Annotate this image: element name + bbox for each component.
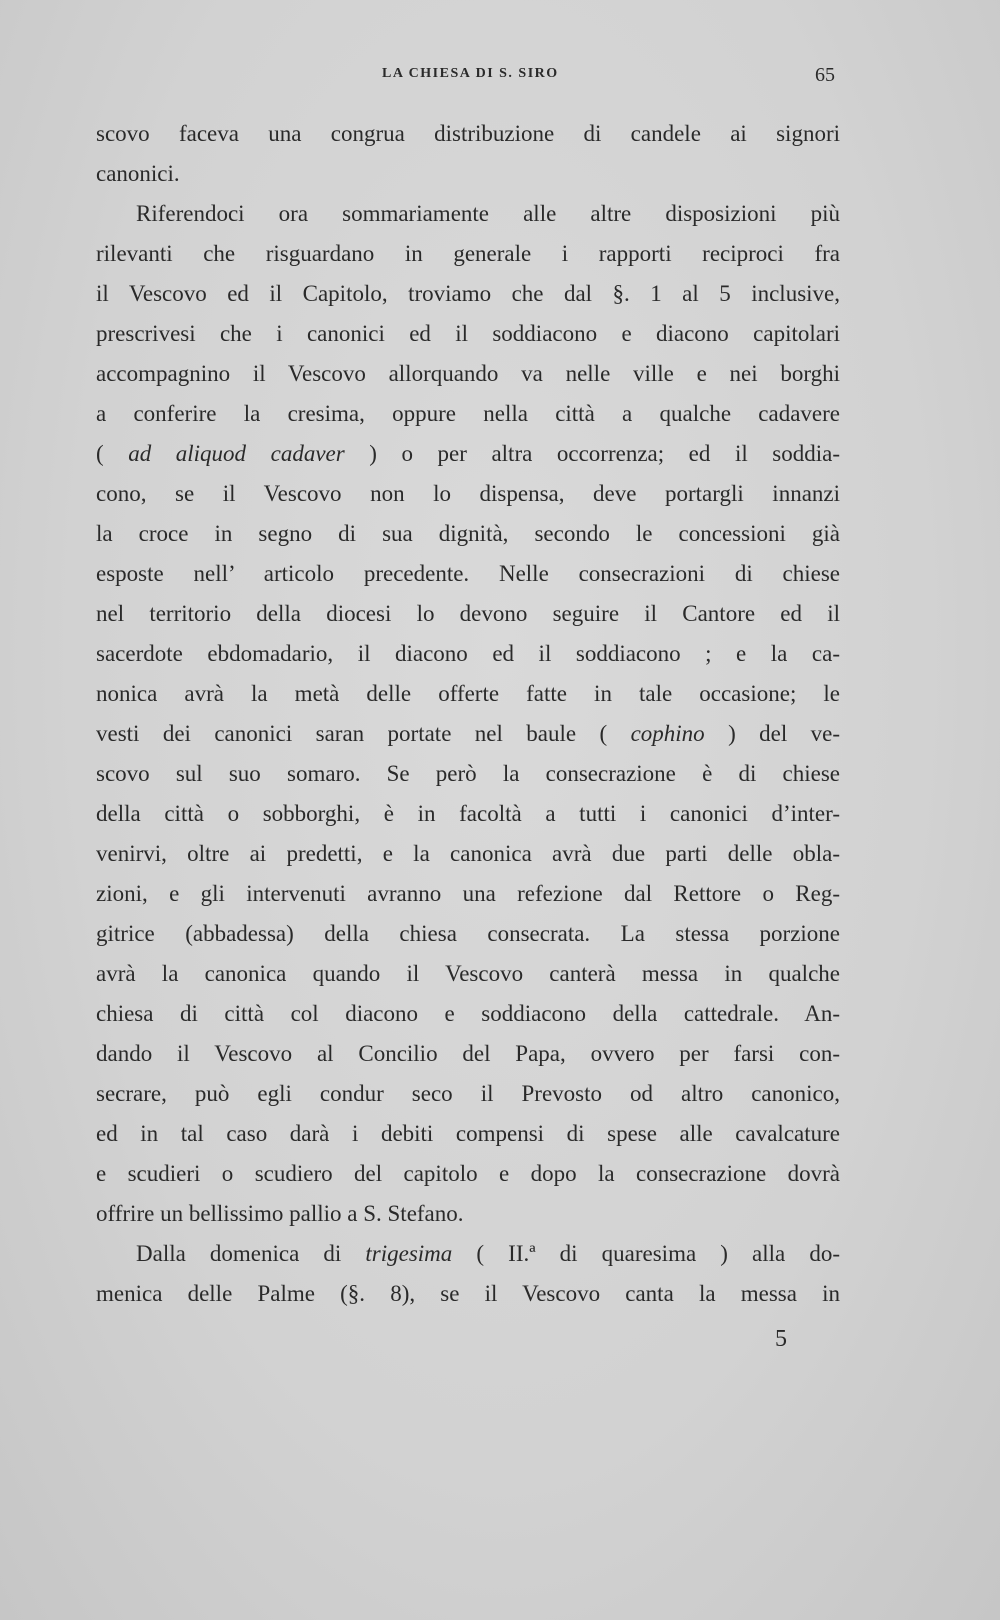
text-line	[96, 714, 840, 754]
text-line: rilevanti che risguardano in generale i rapporti reciproci fra	[96, 241, 840, 266]
text-line: a conferire la cresima, oppure nella città a qualche cadavere	[96, 401, 840, 426]
text-line: la croce in segno di sua dignità, secondo le concessioni già	[96, 521, 840, 546]
text-line: canonici.	[96, 161, 180, 186]
text-line: scovo faceva una congrua distribuzione di candele ai signori	[96, 121, 840, 146]
text-line: gitrice (abbadessa) della chiesa consecrata. La stessa porzione	[96, 921, 840, 946]
italic-term: trigesima	[365, 1241, 453, 1266]
text-line	[96, 1234, 840, 1274]
text-line: chiesa di città col diacono e soddiacono della cattedrale. An-	[96, 1001, 840, 1026]
text-line: cono, se il Vescovo non lo dispensa, deve portargli innanzi	[96, 481, 840, 506]
text-line: Riferendoci ora sommariamente alle altre disposizioni più	[136, 201, 840, 226]
text-line: secrare, può egli condur seco il Prevosto od altro canonico,	[96, 1081, 840, 1106]
text-line: e scudieri o scudiero del capitolo e dopo la consecrazione dovrà	[96, 1161, 840, 1186]
text-line: scovo sul suo somaro. Se però la consecrazione è di chiese	[96, 761, 840, 786]
text-line: zioni, e gli intervenuti avranno una refezione dal Rettore o Reg-	[96, 881, 840, 906]
text-line: il Vescovo ed il Capitolo, troviamo che dal §. 1 al 5 inclusive,	[96, 281, 840, 306]
text-line: nel territorio della diocesi lo devono seguire il Cantore ed il	[96, 601, 840, 626]
text-segment: ( II.ª di quaresima ) alla do-	[452, 1241, 840, 1266]
page-number: 65	[815, 64, 835, 86]
text-line: offrire un bellissimo pallio a S. Stefano.	[96, 1201, 464, 1226]
text-line: dando il Vescovo al Concilio del Papa, ovvero per farsi con-	[96, 1041, 840, 1066]
text-line: prescrivesi che i canonici ed il soddiacono e diacono capitolari	[96, 321, 840, 346]
text-segment: vesti dei canonici saran portate nel baule (	[96, 721, 631, 746]
text-line: menica delle Palme (§. 8), se il Vescovo canta la messa in	[96, 1281, 840, 1306]
text-segment: Dalla domenica di	[136, 1241, 366, 1266]
text-line: sacerdote ebdomadario, il diacono ed il soddiacono ; e la ca-	[96, 641, 840, 666]
running-head: LA CHIESA DI S. SIRO	[382, 66, 559, 81]
text-segment: (	[96, 441, 129, 466]
text-line: nonica avrà la metà delle offerte fatte in tale occasione; le	[96, 681, 840, 706]
text-line: esposte nell’ articolo precedente. Nelle consecrazioni di chiese	[96, 561, 840, 586]
text-line: ed in tal caso darà i debiti compensi di spese alle cavalcature	[96, 1121, 840, 1146]
italic-term: cophino	[630, 721, 705, 746]
text-line	[96, 434, 840, 474]
text-segment: ) o per altra occorrenza; ed il soddia-	[344, 441, 840, 466]
italic-term: ad aliquod cadaver	[128, 441, 345, 466]
text-line: venirvi, oltre ai predetti, e la canonica avrà due parti delle obla-	[96, 841, 840, 866]
text-line: accompagnino il Vescovo allorquando va nelle ville e nei borghi	[96, 361, 840, 386]
text-line: della città o sobborghi, è in facoltà a tutti i canonici d’inter-	[96, 801, 840, 826]
text-segment: ) del ve-	[704, 721, 840, 746]
signature-mark: 5	[775, 1326, 787, 1352]
body-text	[96, 114, 840, 1314]
text-line: avrà la canonica quando il Vescovo canterà messa in qualche	[96, 961, 840, 986]
